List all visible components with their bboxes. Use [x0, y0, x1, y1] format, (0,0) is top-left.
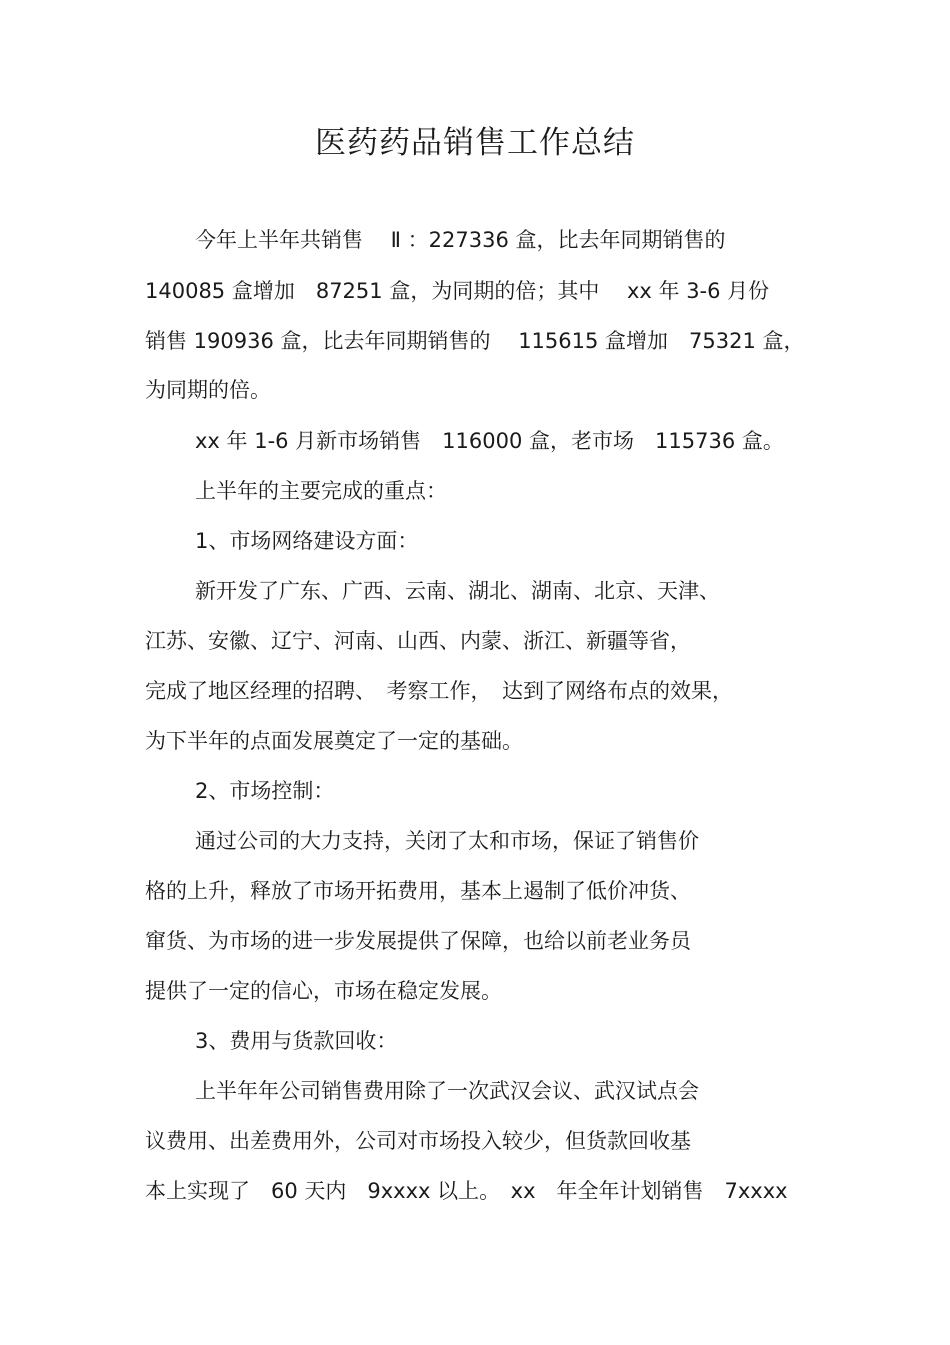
- body-line: 窜货、为市场的进一步发展提供了保障，也给以前老业务员: [145, 929, 691, 953]
- body-line: 为下半年的点面发展奠定了一定的基础。: [145, 729, 523, 753]
- body-line: 完成了地区经理的招聘、 考察工作， 达到了网络布点的效果，: [145, 679, 733, 703]
- section-heading: 1、市场网络建设方面：: [195, 529, 419, 553]
- body-line: 新开发了广东、广西、云南、湖北、湖南、北京、天津、: [195, 579, 720, 603]
- body-line: 上半年年公司销售费用除了一次武汉会议、武汉试点会: [195, 1079, 699, 1103]
- body-line: 议费用、出差费用外，公司对市场投入较少，但货款回收基: [145, 1129, 691, 1153]
- section-heading: 2、市场控制：: [195, 779, 335, 803]
- body-line: 为同期的倍。: [145, 378, 271, 402]
- body-line: 140085 盒增加 87251 盒，为同期的倍；其中 xx 年 3-6 月份: [145, 279, 770, 303]
- body-line: 上半年的主要完成的重点：: [195, 479, 447, 503]
- body-line: 格的上升，释放了市场开拓费用，基本上遏制了低价冲货、: [145, 879, 691, 903]
- section-heading: 3、费用与货款回收：: [195, 1029, 398, 1053]
- body-line: 今年上半年共销售 Ⅱ ：227336 盒，比去年同期销售的: [195, 228, 726, 252]
- body-line: 通过公司的大力支持，关闭了太和市场，保证了销售价: [195, 829, 699, 853]
- body-line: 江苏、安徽、辽宁、河南、山西、内蒙、浙江、新疆等省，: [145, 629, 691, 653]
- body-line: 本上实现了 60 天内 9xxxx 以上。 xx 年全年计划销售 7xxxx: [145, 1179, 788, 1203]
- document-title: 医药药品销售工作总结: [315, 125, 635, 161]
- body-line: 提供了一定的信心，市场在稳定发展。: [145, 979, 502, 1003]
- body-line: xx 年 1-6 月新市场销售 116000 盒，老市场 115736 盒。: [195, 429, 784, 453]
- body-line: 销售 190936 盒，比去年同期销售的 115615 盒增加 75321 盒，: [145, 329, 805, 353]
